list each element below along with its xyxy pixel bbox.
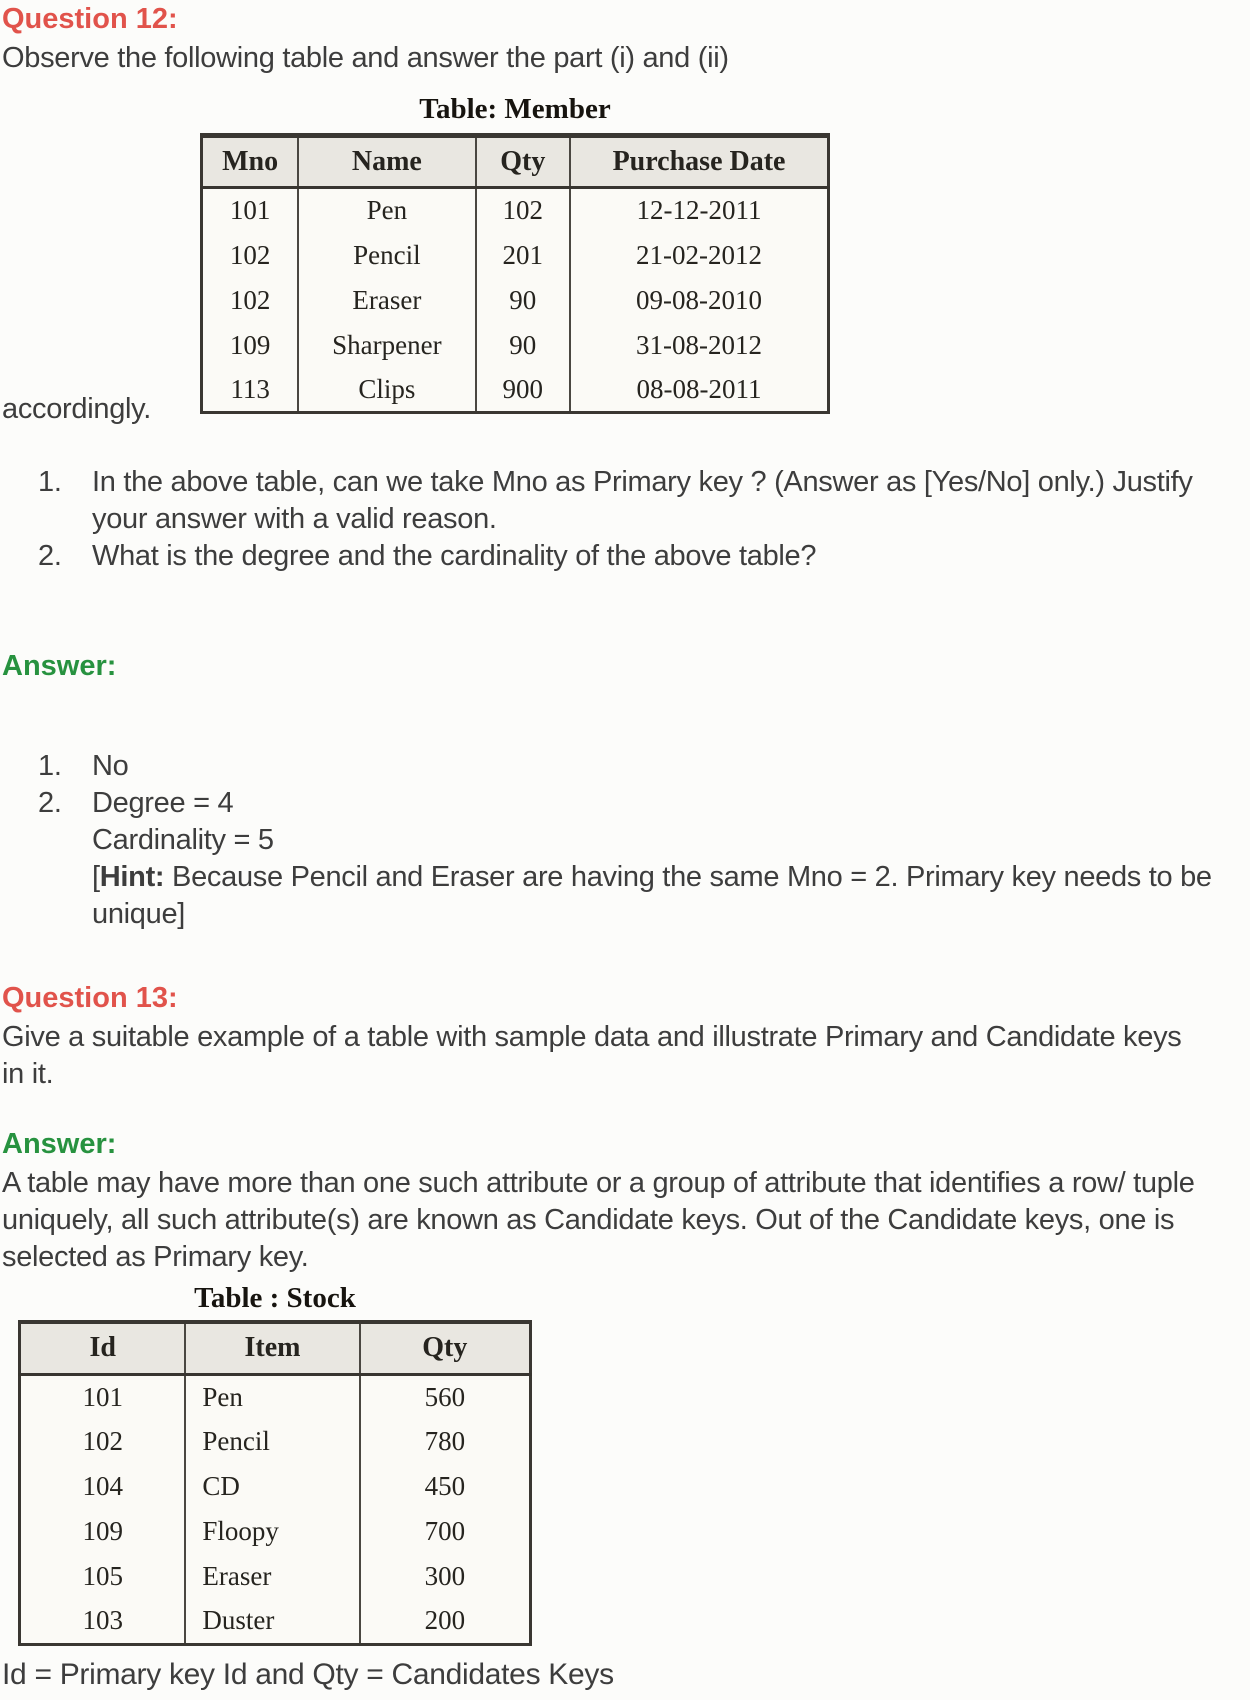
stock-header-row [20, 1322, 531, 1374]
question-13-intro: Give a suitable example of a table with sample data and illustrate Primary and Candidate keys in it. [2, 1021, 1182, 1090]
question-12-intro: Observe the following table and answer the part (i) and (ii) [2, 42, 729, 74]
table-cell: 90 [476, 323, 571, 368]
table-cell: 900 [476, 368, 571, 413]
table-cell: 31-08-2012 [570, 323, 828, 368]
member-row [202, 188, 829, 233]
answer-text: Degree = 4 [92, 787, 234, 819]
table-cell: 09-08-2010 [570, 278, 828, 323]
stock-table-figure [2, 1282, 1250, 1646]
member-header-name: Name [298, 136, 475, 188]
answer-item-2 [2, 785, 1250, 822]
table-cell: 102 [82, 1426, 123, 1456]
stock-row [20, 1464, 531, 1509]
table-cell: Sharpener [298, 323, 475, 368]
table-cell: 200 [360, 1599, 531, 1644]
question-13-heading: Question 13: [2, 982, 178, 1014]
answer-number: 2. [38, 787, 62, 819]
stock-header-id: Id [20, 1322, 186, 1374]
answer-12-heading: Answer: [2, 650, 117, 682]
member-row [202, 278, 829, 323]
member-header-qty: Qty [476, 136, 571, 188]
table-cell: 12-12-2011 [570, 188, 828, 233]
answer-cardinality-line: Cardinality = 5 [92, 824, 274, 856]
table-cell: 90 [476, 278, 571, 323]
table-cell: 08-08-2011 [570, 368, 828, 413]
table-cell: 101 [82, 1381, 123, 1412]
member-header-mno: Mno [202, 136, 299, 188]
member-table-figure [2, 93, 1250, 425]
stock-row [20, 1509, 531, 1554]
table-cell: 109 [229, 329, 271, 360]
part-text: In the above table, can we take Mno as Primary key ? (Answer as [Yes/No] only.) Justify your answer with a valid reason. [92, 466, 1193, 535]
stock-header-qty: Qty [360, 1322, 531, 1374]
stock-row [20, 1599, 531, 1644]
table-cell: CD [185, 1464, 359, 1509]
stock-table-title: Table : Stock [194, 1282, 356, 1314]
question-12-heading: Question 12: [2, 3, 178, 35]
table-cell: 105 [82, 1561, 123, 1591]
member-row [202, 368, 829, 413]
member-header-purchase-date: Purchase Date [570, 136, 828, 188]
table-cell: Clips [298, 368, 475, 413]
answer-12-list [2, 748, 1250, 933]
question-part-1 [2, 464, 1250, 538]
table-cell: 780 [360, 1419, 531, 1464]
table-cell: 104 [82, 1471, 123, 1501]
stock-table [18, 1320, 532, 1646]
table-cell: 300 [360, 1554, 531, 1599]
hint-label: Hint: [99, 861, 165, 893]
answer-item-1 [2, 748, 1250, 785]
answer-number: 1. [38, 750, 62, 782]
table-cell: 102 [229, 239, 271, 270]
table-cell: 102 [229, 284, 271, 315]
member-row [202, 323, 829, 368]
part-number: 2. [38, 540, 62, 572]
table-cell: 102 [476, 188, 571, 233]
stock-header-item: Item [185, 1322, 359, 1374]
part-number: 1. [38, 466, 62, 498]
table-cell: Pen [185, 1374, 359, 1419]
table-cell: Floopy [185, 1509, 359, 1554]
hint-text: Because Pencil and Eraser are having the same Mno = 2. Primary key needs to be unique] [92, 861, 1212, 930]
table-cell: 103 [82, 1605, 123, 1636]
answer-13-text: A table may have more than one such attribute or a group of attribute that identifies a row/ tuple uniquely, all such attribute(s) are known as Candidate keys. Out of the Candidate keys, one is selected as Primary key. [2, 1167, 1195, 1273]
stock-row [20, 1554, 531, 1599]
stock-row [20, 1419, 531, 1464]
intro-tail-accordingly: accordingly. [2, 393, 151, 425]
part-text: What is the degree and the cardinality of the above table? [92, 540, 817, 572]
table-cell: Eraser [298, 278, 475, 323]
member-table [200, 133, 830, 414]
table-cell: Pencil [185, 1419, 359, 1464]
table-cell: 560 [360, 1374, 531, 1419]
table-cell: 101 [229, 195, 271, 226]
table-cell: 201 [476, 233, 571, 278]
member-table-title: Table: Member [419, 93, 611, 125]
answer-13-heading: Answer: [2, 1128, 117, 1160]
table-cell: 109 [82, 1516, 123, 1546]
table-cell: Eraser [185, 1554, 359, 1599]
table-cell: 700 [360, 1509, 531, 1554]
question-12-parts [2, 464, 1250, 575]
question-part-2 [2, 538, 1250, 575]
table-cell: 21-02-2012 [570, 233, 828, 278]
table-cell: Pencil [298, 233, 475, 278]
answer-hint-line [92, 859, 1217, 933]
hint-bracket: [ [92, 861, 100, 893]
answer-text: No [92, 750, 129, 782]
table-cell: 113 [230, 373, 270, 404]
table-cell: Duster [185, 1599, 359, 1644]
member-row [202, 233, 829, 278]
stock-table-caption: Id = Primary key Id and Qty = Candidates Keys [2, 1657, 614, 1691]
table-cell: Pen [298, 188, 475, 233]
table-cell: 450 [360, 1464, 531, 1509]
stock-row [20, 1374, 531, 1419]
member-header-row [202, 136, 829, 188]
